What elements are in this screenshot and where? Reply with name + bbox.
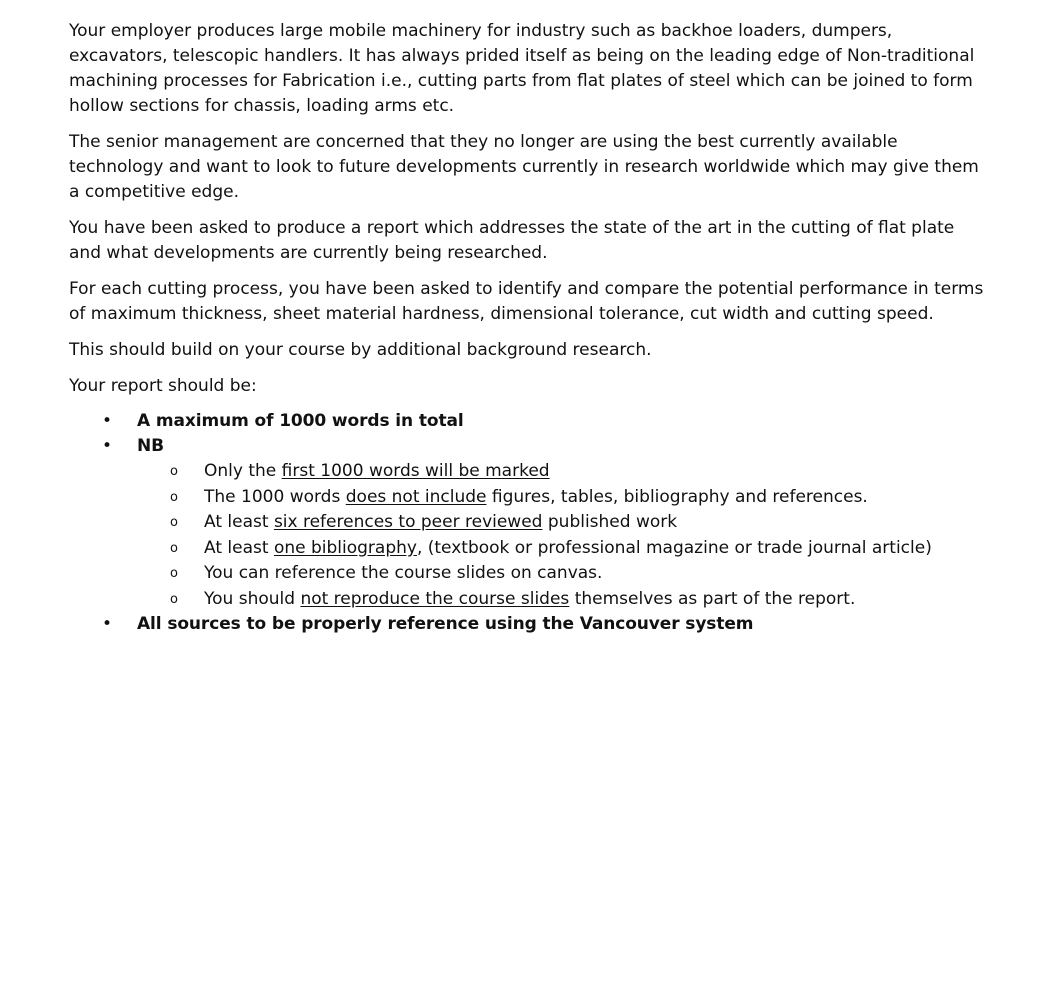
bullet-icon: • (102, 614, 112, 634)
sub-item-text: The 1000 words (204, 486, 346, 507)
sub-item-text: At least (204, 512, 274, 532)
underlined-text: does not include (345, 486, 487, 507)
underlined-text: not reproduce the course slides (300, 588, 570, 609)
requirement-vancouver: All sources to be properly reference using the Vancouver system (137, 614, 754, 634)
sub-item-text: figures, tables, bibliography and references. (486, 486, 868, 507)
circle-bullet-icon: o (170, 489, 178, 505)
list-item (69, 561, 989, 587)
sub-item-text: published work (542, 512, 678, 532)
underlined-text: one bibliography (273, 537, 417, 558)
list-item (69, 536, 989, 562)
circle-bullet-icon: o (170, 566, 178, 581)
sub-item-text: themselves as part of the report. (569, 588, 856, 609)
requirement-word-limit: A maximum of 1000 words in total (137, 411, 464, 431)
underlined-text: first 1000 words will be marked (281, 461, 550, 481)
list-item (69, 409, 989, 434)
list-item (69, 587, 989, 613)
paragraph-cutting-comparison: For each cutting process, you have been asked to identify and compare the potential performance in terms of maximum thickness, sheet material hardness, dimensional tolerance, cut width and cutting speed. (69, 279, 984, 324)
requirements-list (69, 409, 989, 637)
paragraph-management-concern: The senior management are concerned that they no longer are using the best currently available technology and want to look to future developments currently in research worldwide which may give them a competitive edge. (69, 132, 979, 202)
bullet-icon: • (102, 436, 112, 456)
list-item (69, 612, 989, 637)
paragraph-intro: Your employer produces large mobile machinery for industry such as backhoe loaders, dumpers, excavators, telescopic handlers. It has always prided itself as being on the leading edge of Non-traditional machining processes for Fabrication i.e., cutting parts from flat plates of steel which can be joined to form hollow sections for chassis, loading arms etc. (69, 21, 975, 116)
nb-sub-list (69, 459, 989, 612)
sub-item-text: Only the (204, 461, 282, 481)
circle-bullet-icon: o (170, 464, 178, 479)
underlined-text: six references to peer reviewed (273, 512, 543, 532)
bullet-icon: • (102, 411, 112, 431)
sub-item-text: You should (204, 588, 301, 609)
circle-bullet-icon: o (170, 515, 178, 530)
list-item (69, 485, 989, 511)
list-item (69, 459, 989, 485)
requirement-nb: NB (137, 436, 164, 456)
paragraph-report-should-be: Your report should be: (69, 376, 257, 396)
paragraph-report-task: You have been asked to produce a report which addresses the state of the art in the cutting of flat plate and what developments are currently being researched. (69, 218, 955, 263)
sub-list-container (69, 459, 989, 612)
sub-item-text: At least (204, 537, 274, 558)
circle-bullet-icon: o (170, 591, 178, 607)
circle-bullet-icon: o (170, 540, 178, 556)
document-body (69, 19, 989, 637)
sub-item-text: You can reference the course slides on canvas. (204, 563, 603, 583)
sub-item-text: , (textbook or professional magazine or trade journal article) (416, 537, 932, 558)
list-item (69, 510, 989, 536)
list-item (69, 434, 989, 459)
paragraph-background-research: This should build on your course by additional background research. (69, 340, 652, 360)
